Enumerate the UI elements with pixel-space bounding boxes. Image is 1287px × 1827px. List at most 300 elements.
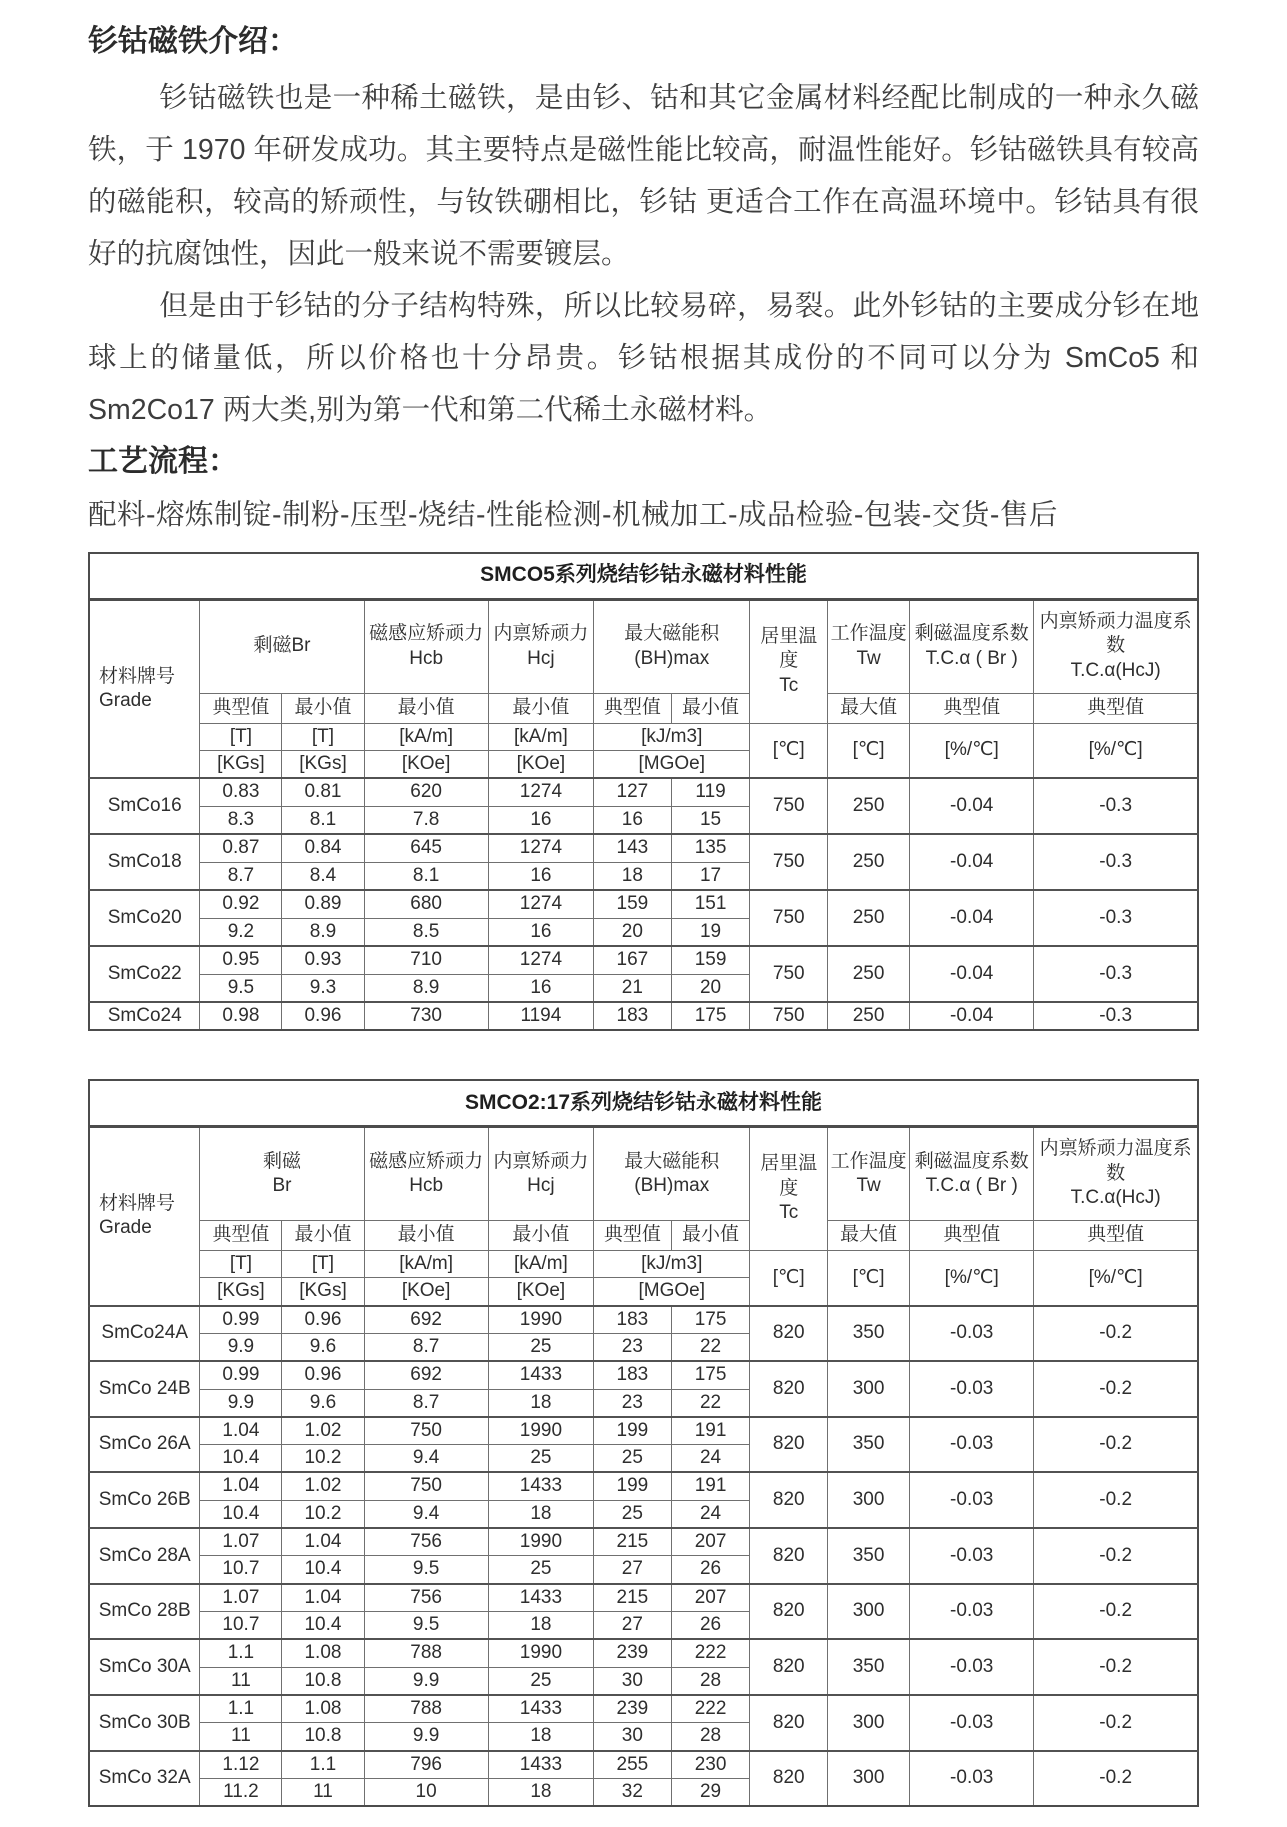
value-cgs-cell: 8.9 [364,974,488,1002]
value-si-cell: 135 [671,834,750,862]
table-title: SMCO5系列烧结钐钴永磁材料性能 [89,553,1198,599]
value-cgs-cell: 23 [594,1389,672,1417]
value-si-cell: 0.96 [282,1306,364,1334]
value-type-header: 典型值 [1034,693,1198,723]
value-si-cell: 207 [671,1584,750,1612]
value-si-cell: 1274 [488,834,593,862]
unit-cell: [T] [200,723,282,750]
value-cgs-cell: 27 [594,1612,672,1640]
tc-alpha-br-cell: -0.04 [910,834,1034,890]
column-group-header: 内禀矫顽力温度系数 T.C.α(HcJ) [1034,1126,1198,1220]
column-group-header: 内禀矫顽力温度系数 T.C.α(HcJ) [1034,599,1198,693]
value-type-header: 最小值 [282,1220,364,1250]
value-cgs-cell: 9.3 [282,974,364,1002]
column-group-header: 内禀矫顽力 Hcj [488,1126,593,1220]
value-type-header: 最小值 [364,1220,488,1250]
value-si-cell: 1433 [488,1751,593,1779]
unit-cell: [KOe] [364,750,488,778]
value-si-cell: 207 [671,1528,750,1556]
value-si-cell: 0.83 [200,778,282,806]
column-group-header: 磁感应矫顽力 Hcb [364,1126,488,1220]
value-si-cell: 1433 [488,1695,593,1723]
grade-cell: SmCo 30B [89,1695,200,1751]
value-cgs-cell: 26 [671,1556,750,1584]
value-si-cell: 230 [671,1751,750,1779]
value-cgs-cell: 10.7 [200,1612,282,1640]
value-cgs-cell: 9.4 [364,1500,488,1528]
tc-alpha-hcj-cell: -0.2 [1034,1695,1198,1751]
value-type-header: 最小值 [488,1220,593,1250]
value-si-cell: 0.98 [200,1002,282,1030]
value-si-cell: 239 [594,1639,672,1667]
value-type-header: 典型值 [594,693,672,723]
value-si-cell: 1.08 [282,1639,364,1667]
grade-cell: SmCo20 [89,890,200,946]
column-group-header: 剩磁温度系数 T.C.α ( Br ) [910,599,1034,693]
value-si-cell: 1.02 [282,1417,364,1445]
value-si-cell: 1433 [488,1584,593,1612]
tc-alpha-br-cell: -0.03 [910,1751,1034,1807]
value-si-cell: 167 [594,946,672,974]
value-si-cell: 119 [671,778,750,806]
working-temp-cell: 300 [828,1361,910,1417]
tc-alpha-br-cell: -0.03 [910,1417,1034,1473]
value-cgs-cell: 8.1 [282,806,364,834]
tc-alpha-br-cell: -0.03 [910,1361,1034,1417]
value-cgs-cell: 10.4 [200,1500,282,1528]
unit-cell: [kA/m] [364,723,488,750]
value-cgs-cell: 9.9 [364,1667,488,1695]
working-temp-cell: 350 [828,1639,910,1695]
value-si-cell: 620 [364,778,488,806]
value-cgs-cell: 9.5 [364,1612,488,1640]
tc-alpha-br-cell: -0.04 [910,778,1034,834]
value-si-cell: 191 [671,1472,750,1500]
value-si-cell: 191 [671,1417,750,1445]
column-group-header: 剩磁 Br [200,1126,364,1220]
value-cgs-cell: 9.9 [200,1389,282,1417]
unit-cell: [KGs] [282,1278,364,1306]
smco217-table [88,1079,1199,1807]
value-si-cell: 0.81 [282,778,364,806]
grade-cell: SmCo24 [89,1002,200,1030]
value-si-cell: 0.93 [282,946,364,974]
value-cgs-cell: 9.2 [200,918,282,946]
value-si-cell: 0.95 [200,946,282,974]
tc-alpha-br-cell: -0.03 [910,1306,1034,1362]
value-cgs-cell: 23 [594,1333,672,1361]
tc-alpha-hcj-cell: -0.2 [1034,1528,1198,1584]
value-cgs-cell: 10.7 [200,1556,282,1584]
curie-temp-cell: 750 [750,946,828,1002]
value-type-header: 典型值 [594,1220,672,1250]
value-cgs-cell: 10.4 [282,1556,364,1584]
value-type-header: 最小值 [282,693,364,723]
unit-cell: [℃] [828,1250,910,1305]
unit-cell: [kA/m] [364,1250,488,1277]
value-si-cell: 183 [594,1002,672,1030]
tc-alpha-hcj-cell: -0.3 [1034,778,1198,834]
value-si-cell: 1.1 [200,1695,282,1723]
value-cgs-cell: 18 [488,1389,593,1417]
value-cgs-cell: 16 [488,862,593,890]
value-si-cell: 1.1 [200,1639,282,1667]
unit-cell: [T] [282,723,364,750]
process-heading: 工艺流程： [88,445,238,478]
value-si-cell: 1274 [488,946,593,974]
value-si-cell: 215 [594,1528,672,1556]
value-si-cell: 175 [671,1306,750,1334]
value-si-cell: 0.99 [200,1361,282,1389]
value-si-cell: 750 [364,1472,488,1500]
unit-cell: [KOe] [488,1278,593,1306]
value-si-cell: 788 [364,1695,488,1723]
unit-cell: [MGOe] [594,1278,750,1306]
value-si-cell: 1.04 [200,1472,282,1500]
grade-cell: SmCo24A [89,1306,200,1362]
value-si-cell: 1990 [488,1639,593,1667]
value-type-header: 最小值 [488,693,593,723]
column-group-header: 居里温度 Tc [750,599,828,723]
value-si-cell: 0.87 [200,834,282,862]
intro-paragraph-1: 钐钴磁铁也是一种稀土磁铁，是由钐、钴和其它金属材料经配比制成的一种永久磁铁，于 1970 年研发成功。其主要特点是磁性能比较高，耐温性能好。钐钴磁铁具有较高的磁能积，较高的矫顽性，与钕铁硼相比，钐钴 更适合工作在高温环境中。钐钴具有很好的抗腐蚀性，因此一般来说不需要镀层。 [88,82,1199,270]
value-si-cell: 1274 [488,890,593,918]
value-cgs-cell: 10.4 [282,1612,364,1640]
smco5-table [88,552,1199,1031]
value-type-header: 典型值 [200,693,282,723]
grade-cell: SmCo16 [89,778,200,834]
tc-alpha-br-cell: -0.04 [910,1002,1034,1030]
value-cgs-cell: 27 [594,1556,672,1584]
unit-cell: [kA/m] [488,723,593,750]
value-type-header: 最大值 [828,1220,910,1250]
value-si-cell: 1.07 [200,1584,282,1612]
value-cgs-cell: 29 [671,1778,750,1806]
value-si-cell: 222 [671,1639,750,1667]
value-cgs-cell: 21 [594,974,672,1002]
grade-cell: SmCo 32A [89,1751,200,1807]
unit-cell: [℃] [750,1250,828,1305]
curie-temp-cell: 750 [750,834,828,890]
value-cgs-cell: 30 [594,1723,672,1751]
process-flow: 配料-熔炼制锭-制粉-压型-烧结-性能检测-机械加工-成品检验-包装-交货-售后 [88,499,1058,531]
value-si-cell: 730 [364,1002,488,1030]
value-cgs-cell: 7.8 [364,806,488,834]
value-cgs-cell: 10 [364,1778,488,1806]
value-si-cell: 255 [594,1751,672,1779]
unit-cell: [%/℃] [1034,1250,1198,1305]
unit-cell: [℃] [750,723,828,778]
value-cgs-cell: 10.2 [282,1445,364,1473]
value-type-header: 典型值 [200,1220,282,1250]
value-cgs-cell: 11.2 [200,1778,282,1806]
grade-cell: SmCo 26A [89,1417,200,1473]
column-group-header: 最大磁能积 (BH)max [594,1126,750,1220]
value-si-cell: 1.04 [282,1528,364,1556]
value-si-cell: 175 [671,1002,750,1030]
curie-temp-cell: 820 [750,1639,828,1695]
value-si-cell: 1194 [488,1002,593,1030]
value-cgs-cell: 22 [671,1333,750,1361]
value-cgs-cell: 9.9 [200,1333,282,1361]
value-si-cell: 680 [364,890,488,918]
value-cgs-cell: 9.6 [282,1333,364,1361]
unit-cell: [KGs] [282,750,364,778]
unit-cell: [KGs] [200,1278,282,1306]
unit-cell: [T] [282,1250,364,1277]
working-temp-cell: 250 [828,946,910,1002]
value-si-cell: 788 [364,1639,488,1667]
value-si-cell: 1990 [488,1528,593,1556]
value-type-header: 最小值 [364,693,488,723]
value-cgs-cell: 10.2 [282,1500,364,1528]
smco5-properties-table-container [88,552,1199,1031]
value-si-cell: 239 [594,1695,672,1723]
value-cgs-cell: 8.7 [200,862,282,890]
tc-alpha-hcj-cell: -0.2 [1034,1472,1198,1528]
grade-cell: SmCo 26B [89,1472,200,1528]
working-temp-cell: 300 [828,1472,910,1528]
tc-alpha-br-cell: -0.03 [910,1639,1034,1695]
value-cgs-cell: 8.7 [364,1389,488,1417]
working-temp-cell: 350 [828,1417,910,1473]
intro-heading: 钐钴磁铁介绍： [88,25,298,58]
value-cgs-cell: 17 [671,862,750,890]
value-si-cell: 151 [671,890,750,918]
value-si-cell: 143 [594,834,672,862]
value-si-cell: 692 [364,1361,488,1389]
value-cgs-cell: 8.9 [282,918,364,946]
table-title: SMCO2:17系列烧结钐钴永磁材料性能 [89,1080,1198,1126]
value-cgs-cell: 25 [594,1445,672,1473]
value-cgs-cell: 8.5 [364,918,488,946]
tc-alpha-br-cell: -0.03 [910,1695,1034,1751]
value-cgs-cell: 11 [200,1723,282,1751]
working-temp-cell: 300 [828,1751,910,1807]
unit-cell: [kJ/m3] [594,723,750,750]
value-cgs-cell: 9.9 [364,1723,488,1751]
grade-cell: SmCo 28A [89,1528,200,1584]
value-si-cell: 175 [671,1361,750,1389]
value-si-cell: 692 [364,1306,488,1334]
value-cgs-cell: 9.5 [200,974,282,1002]
unit-cell: [KOe] [488,750,593,778]
value-cgs-cell: 20 [594,918,672,946]
value-cgs-cell: 16 [594,806,672,834]
value-cgs-cell: 18 [488,1778,593,1806]
value-si-cell: 1990 [488,1417,593,1445]
column-group-header: 剩磁温度系数 T.C.α ( Br ) [910,1126,1034,1220]
grade-cell: SmCo 24B [89,1361,200,1417]
value-cgs-cell: 25 [594,1500,672,1528]
tc-alpha-hcj-cell: -0.3 [1034,834,1198,890]
value-si-cell: 1990 [488,1306,593,1334]
tc-alpha-br-cell: -0.03 [910,1472,1034,1528]
value-si-cell: 756 [364,1528,488,1556]
value-si-cell: 0.89 [282,890,364,918]
value-cgs-cell: 10.8 [282,1667,364,1695]
value-cgs-cell: 9.6 [282,1389,364,1417]
value-si-cell: 159 [671,946,750,974]
value-type-header: 最小值 [671,693,750,723]
value-cgs-cell: 22 [671,1389,750,1417]
value-type-header: 最小值 [671,1220,750,1250]
unit-cell: [KOe] [364,1278,488,1306]
value-si-cell: 1433 [488,1361,593,1389]
curie-temp-cell: 820 [750,1528,828,1584]
unit-cell: [kA/m] [488,1250,593,1277]
value-cgs-cell: 9.4 [364,1445,488,1473]
curie-temp-cell: 750 [750,1002,828,1030]
value-cgs-cell: 19 [671,918,750,946]
working-temp-cell: 250 [828,890,910,946]
smco217-properties-table-container [88,1079,1199,1807]
tc-alpha-br-cell: -0.04 [910,890,1034,946]
working-temp-cell: 300 [828,1584,910,1640]
tc-alpha-hcj-cell: -0.2 [1034,1417,1198,1473]
column-group-header: 居里温度 Tc [750,1126,828,1250]
unit-cell: [℃] [828,723,910,778]
value-cgs-cell: 26 [671,1612,750,1640]
value-si-cell: 0.96 [282,1361,364,1389]
column-group-header: 工作温度 Tw [828,1126,910,1220]
value-si-cell: 645 [364,834,488,862]
value-si-cell: 159 [594,890,672,918]
value-cgs-cell: 8.7 [364,1333,488,1361]
working-temp-cell: 250 [828,778,910,834]
curie-temp-cell: 820 [750,1306,828,1362]
column-group-header: 剩磁Br [200,599,364,693]
value-si-cell: 1.04 [200,1417,282,1445]
grade-cell: SmCo 30A [89,1639,200,1695]
value-cgs-cell: 18 [488,1723,593,1751]
tc-alpha-br-cell: -0.03 [910,1584,1034,1640]
value-si-cell: 0.84 [282,834,364,862]
curie-temp-cell: 820 [750,1361,828,1417]
value-cgs-cell: 25 [488,1556,593,1584]
unit-cell: [kJ/m3] [594,1250,750,1277]
working-temp-cell: 250 [828,1002,910,1030]
tc-alpha-hcj-cell: -0.2 [1034,1361,1198,1417]
value-si-cell: 1.08 [282,1695,364,1723]
working-temp-cell: 300 [828,1695,910,1751]
unit-cell: [T] [200,1250,282,1277]
value-si-cell: 0.96 [282,1002,364,1030]
value-cgs-cell: 8.1 [364,862,488,890]
value-cgs-cell: 16 [488,806,593,834]
column-group-header: 工作温度 Tw [828,599,910,693]
value-cgs-cell: 30 [594,1667,672,1695]
value-si-cell: 1274 [488,778,593,806]
value-cgs-cell: 28 [671,1667,750,1695]
value-cgs-cell: 16 [488,974,593,1002]
tc-alpha-hcj-cell: -0.3 [1034,946,1198,1002]
grade-cell: SmCo 28B [89,1584,200,1640]
value-cgs-cell: 10.4 [200,1445,282,1473]
curie-temp-cell: 820 [750,1584,828,1640]
value-si-cell: 0.92 [200,890,282,918]
value-cgs-cell: 18 [488,1612,593,1640]
grade-column-header: 材料牌号 Grade [89,599,200,778]
value-cgs-cell: 25 [488,1333,593,1361]
grade-cell: SmCo22 [89,946,200,1002]
curie-temp-cell: 820 [750,1751,828,1807]
tc-alpha-br-cell: -0.03 [910,1528,1034,1584]
value-cgs-cell: 18 [488,1500,593,1528]
grade-column-header: 材料牌号 Grade [89,1126,200,1305]
value-si-cell: 1.02 [282,1472,364,1500]
value-cgs-cell: 8.3 [200,806,282,834]
value-cgs-cell: 25 [488,1445,593,1473]
tc-alpha-hcj-cell: -0.2 [1034,1639,1198,1695]
value-si-cell: 1.04 [282,1584,364,1612]
tc-alpha-hcj-cell: -0.3 [1034,1002,1198,1030]
value-cgs-cell: 24 [671,1500,750,1528]
value-cgs-cell: 9.5 [364,1556,488,1584]
value-si-cell: 710 [364,946,488,974]
value-cgs-cell: 18 [594,862,672,890]
value-cgs-cell: 11 [282,1778,364,1806]
working-temp-cell: 350 [828,1306,910,1362]
value-cgs-cell: 16 [488,918,593,946]
column-group-header: 最大磁能积 (BH)max [594,599,750,693]
value-si-cell: 215 [594,1584,672,1612]
value-si-cell: 1433 [488,1472,593,1500]
value-type-header: 最大值 [828,693,910,723]
value-si-cell: 0.99 [200,1306,282,1334]
value-si-cell: 750 [364,1417,488,1445]
value-type-header: 典型值 [1034,1220,1198,1250]
value-si-cell: 796 [364,1751,488,1779]
value-type-header: 典型值 [910,693,1034,723]
value-si-cell: 1.12 [200,1751,282,1779]
value-cgs-cell: 28 [671,1723,750,1751]
value-si-cell: 222 [671,1695,750,1723]
unit-cell: [KGs] [200,750,282,778]
tc-alpha-hcj-cell: -0.3 [1034,890,1198,946]
unit-cell: [%/℃] [910,723,1034,778]
value-si-cell: 199 [594,1472,672,1500]
curie-temp-cell: 820 [750,1695,828,1751]
value-cgs-cell: 8.4 [282,862,364,890]
tc-alpha-hcj-cell: -0.2 [1034,1751,1198,1807]
tc-alpha-hcj-cell: -0.2 [1034,1584,1198,1640]
unit-cell: [%/℃] [910,1250,1034,1305]
curie-temp-cell: 820 [750,1417,828,1473]
tc-alpha-hcj-cell: -0.2 [1034,1306,1198,1362]
value-si-cell: 127 [594,778,672,806]
working-temp-cell: 350 [828,1528,910,1584]
value-cgs-cell: 15 [671,806,750,834]
value-cgs-cell: 10.8 [282,1723,364,1751]
unit-cell: [MGOe] [594,750,750,778]
value-si-cell: 183 [594,1306,672,1334]
curie-temp-cell: 750 [750,890,828,946]
column-group-header: 内禀矫顽力 Hcj [488,599,593,693]
intro-paragraph-2: 但是由于钐钴的分子结构特殊，所以比较易碎，易裂。此外钐钴的主要成分钐在地球上的储量低，所以价格也十分昂贵。钐钴根据其成份的不同可以分为 SmCo5 和 Sm2Co17 两大类,别为第一代和第二代稀土永磁材料。 [88,290,1199,426]
unit-cell: [%/℃] [1034,723,1198,778]
tc-alpha-br-cell: -0.04 [910,946,1034,1002]
value-cgs-cell: 32 [594,1778,672,1806]
value-si-cell: 756 [364,1584,488,1612]
value-type-header: 典型值 [910,1220,1034,1250]
value-si-cell: 199 [594,1417,672,1445]
grade-cell: SmCo18 [89,834,200,890]
column-group-header: 磁感应矫顽力 Hcb [364,599,488,693]
value-cgs-cell: 24 [671,1445,750,1473]
value-cgs-cell: 11 [200,1667,282,1695]
working-temp-cell: 250 [828,834,910,890]
